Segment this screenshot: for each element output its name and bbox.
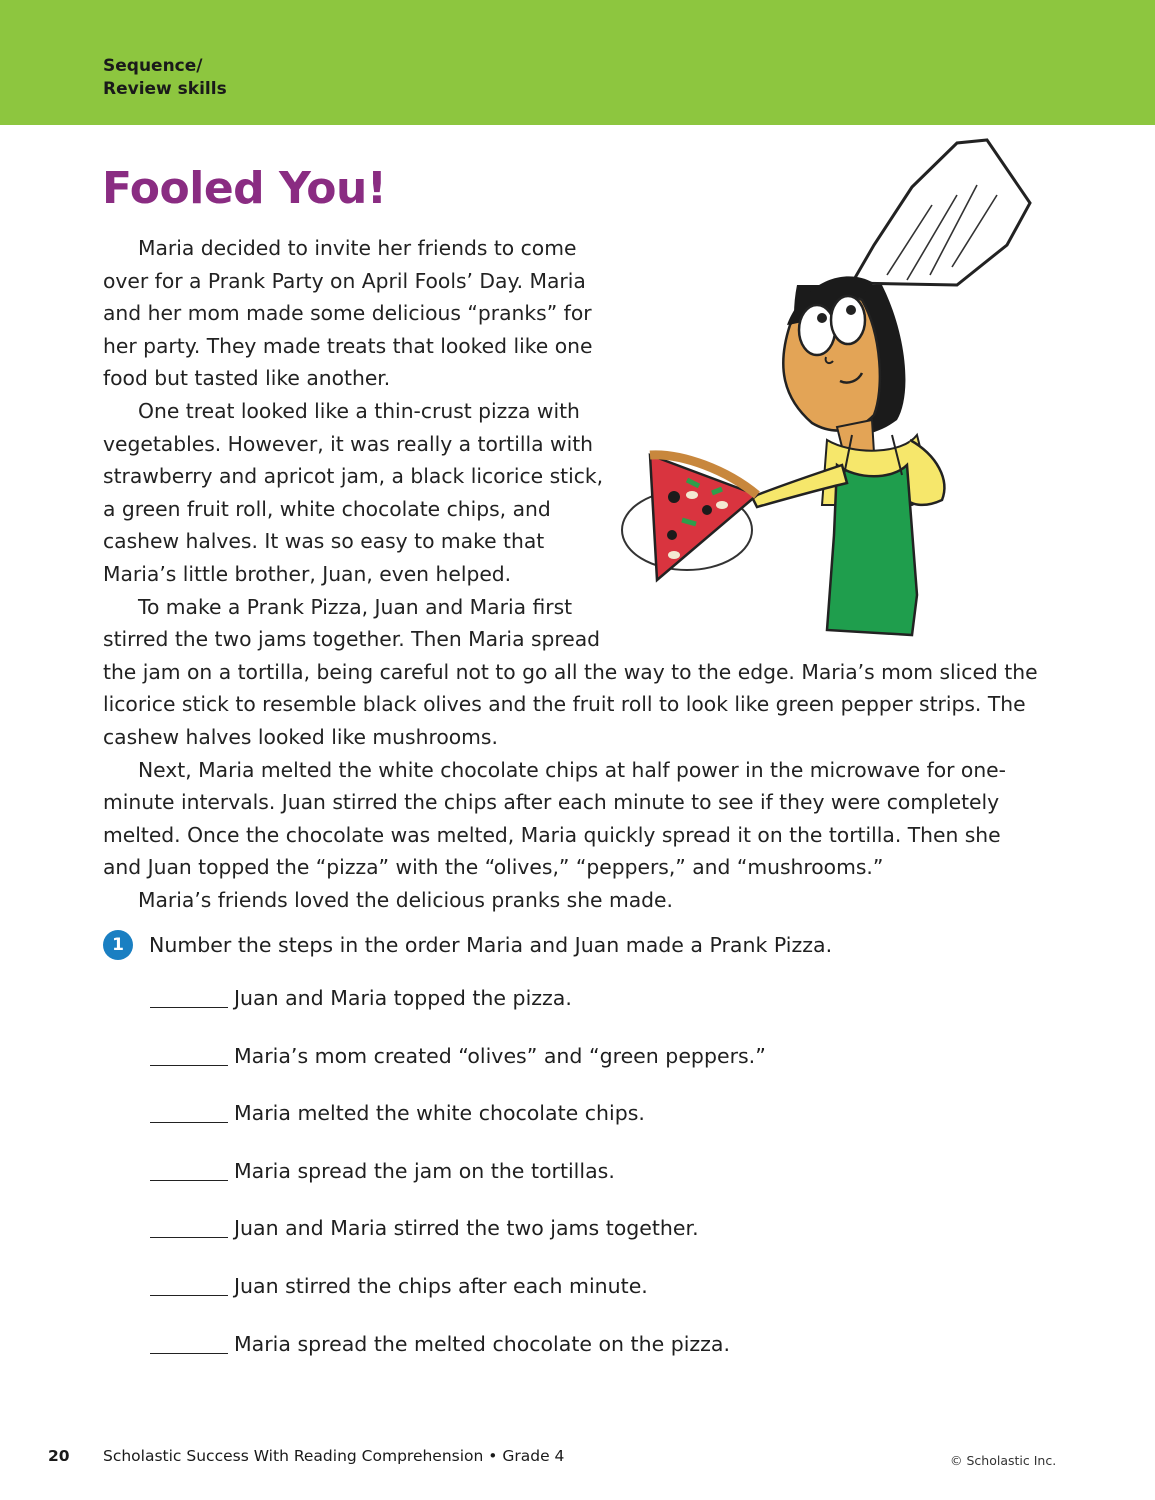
skill-tag bbox=[103, 55, 227, 101]
skill-tag-line-1: Sequence/ bbox=[103, 56, 203, 76]
story-text bbox=[103, 232, 1043, 916]
step-list bbox=[150, 985, 766, 1388]
answer-blank[interactable] bbox=[150, 1043, 228, 1066]
step-text: Maria spread the melted chocolate on the pizza. bbox=[234, 1331, 731, 1356]
page-number: 20 bbox=[48, 1447, 70, 1465]
step-text: Maria spread the jam on the tortillas. bbox=[234, 1158, 615, 1183]
question-text: Number the steps in the order Maria and Juan made a Prank Pizza. bbox=[149, 933, 833, 957]
step-text: Juan and Maria topped the pizza. bbox=[234, 986, 572, 1010]
answer-blank[interactable] bbox=[150, 1331, 228, 1354]
story-paragraph: Maria’s friends loved the delicious pranks she made. bbox=[138, 887, 673, 912]
copyright: © Scholastic Inc. bbox=[950, 1453, 1057, 1468]
page-title: Fooled You! bbox=[102, 163, 387, 214]
step-item bbox=[150, 1100, 766, 1158]
answer-blank[interactable] bbox=[150, 1273, 228, 1296]
answer-blank[interactable] bbox=[150, 1215, 228, 1238]
book-title: Scholastic Success With Reading Comprehension • Grade 4 bbox=[103, 1447, 565, 1465]
step-item bbox=[150, 1043, 766, 1101]
step-item bbox=[150, 985, 766, 1043]
story-paragraph: One treat looked like a thin-crust pizza with vegetables. However, it was really a tortilla with strawberry and apricot jam, a black licorice stick, a green fruit roll, white chocolate chips, and cashew halves. It was so easy to make that Maria’s little brother, Juan, even helped. bbox=[103, 398, 604, 586]
skill-tag-line-2: Review skills bbox=[103, 79, 227, 99]
step-item bbox=[150, 1215, 766, 1273]
story-paragraph: To make a Prank Pizza, Juan and Maria first stirred the two jams together. Then Maria spread the jam on a tortilla, being careful not to go all the way to the edge. Maria’s mom sliced the licorice stick to resemble black olives and the fruit roll to look like green pepper strips. The cashew halves looked like mushrooms. bbox=[103, 594, 1038, 749]
question-1 bbox=[103, 930, 832, 960]
answer-blank[interactable] bbox=[150, 1100, 228, 1123]
answer-blank[interactable] bbox=[150, 1158, 228, 1181]
question-number-badge: 1 bbox=[103, 930, 133, 960]
step-text: Maria’s mom created “olives” and “green peppers.” bbox=[234, 1043, 766, 1068]
step-text: Maria melted the white chocolate chips. bbox=[234, 1101, 645, 1126]
step-text: Juan and Maria stirred the two jams together. bbox=[234, 1216, 699, 1241]
story-paragraph: Maria decided to invite her friends to come over for a Prank Party on April Fools’ Day. Maria and her mom made some delicious “pranks” for her party. They made treats that looked like one food but tasted like another. bbox=[103, 236, 593, 391]
story-paragraph: Next, Maria melted the white chocolate chips at half power in the microwave for one-minute intervals. Juan stirred the chips after each minute to see if they were completely melted. Once the chocolate was melted, Maria quickly spread it on the tortilla. Then she and Juan topped the “pizza” with the “olives,” “peppers,” and “mushrooms.” bbox=[103, 757, 1006, 880]
step-item bbox=[150, 1331, 766, 1389]
step-text: Juan stirred the chips after each minute. bbox=[234, 1273, 648, 1298]
step-item bbox=[150, 1273, 766, 1331]
step-item bbox=[150, 1158, 766, 1216]
answer-blank[interactable] bbox=[150, 985, 228, 1008]
